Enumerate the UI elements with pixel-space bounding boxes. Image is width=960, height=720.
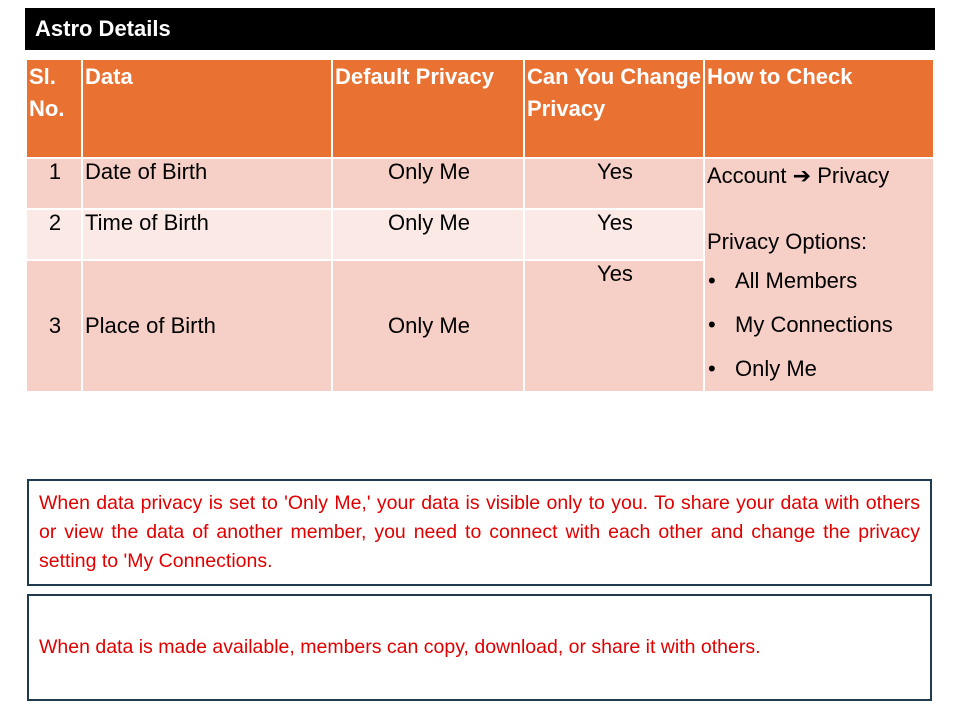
row-can-change: Yes (524, 209, 704, 260)
list-item: • All Members (735, 259, 933, 303)
sharing-note-text: When data is made available, members can copy, download, or share it with others. (39, 636, 761, 658)
table-header-row (26, 59, 934, 158)
sharing-note-box (27, 594, 932, 701)
list-item: • My Connections (735, 303, 933, 347)
list-item: • Only Me (735, 347, 933, 391)
privacy-note-box: When data privacy is set to 'Only Me,' your data is visible only to you. To share your data with others or view the data of another member, you need to connect with each other and change the privacy setting to 'My Connections. (27, 479, 932, 586)
row-can-change: Yes (524, 158, 704, 209)
row-data: Date of Birth (82, 158, 332, 209)
row-can-change: Yes (524, 260, 704, 392)
row-data: Time of Birth (82, 209, 332, 260)
row-default-privacy: Only Me (332, 260, 524, 392)
header-default-privacy: Default Privacy (332, 59, 524, 158)
header-data: Data (82, 59, 332, 158)
privacy-options-title: Privacy Options: (707, 229, 868, 254)
row-sl-no: 3 (26, 260, 82, 392)
astro-privacy-table (25, 58, 935, 393)
row-data: Place of Birth (82, 260, 332, 392)
header-how-to-check: How to Check (704, 59, 934, 158)
arrow-right-icon: ➔ (792, 163, 812, 188)
privacy-options-list (707, 259, 933, 391)
path-from: Account (707, 163, 787, 188)
header-sl-no: Sl. No. (26, 59, 82, 158)
row-sl-no: 2 (26, 209, 82, 260)
table-row (26, 158, 934, 209)
page-title: Astro Details (25, 8, 935, 50)
row-default-privacy: Only Me (332, 158, 524, 209)
header-can-change-privacy: Can You Change Privacy (524, 59, 704, 158)
privacy-path (707, 159, 933, 193)
row-sl-no: 1 (26, 158, 82, 209)
row-default-privacy: Only Me (332, 209, 524, 260)
path-to: Privacy (817, 163, 890, 188)
how-to-check-cell (704, 158, 934, 392)
